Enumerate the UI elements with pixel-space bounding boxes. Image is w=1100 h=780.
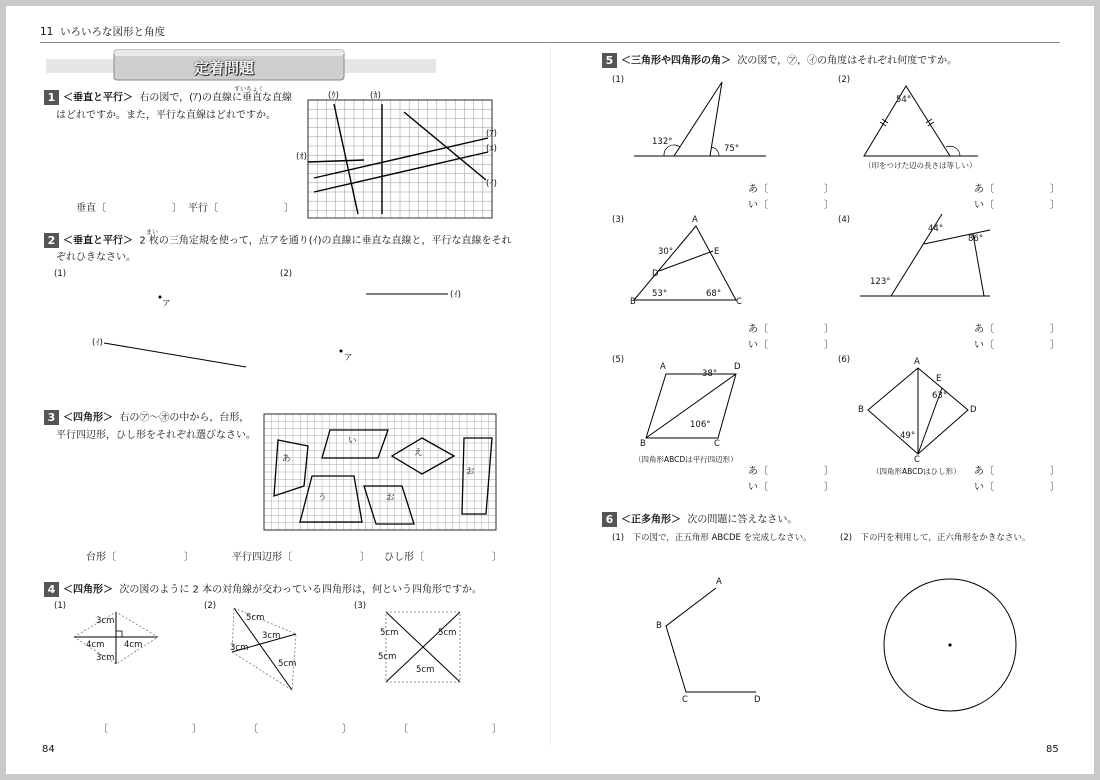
q3-text2: 平行四辺形，ひし形をそれぞれ選びなさい。 [56,430,256,441]
q5-f3-30: 30° [658,247,674,257]
q5-f6-note: （四角形ABCDはひし形） [872,467,961,476]
banner-title: 定着問題 [194,59,255,77]
q5-text1: 次の図で，㋐，㋑の角度はそれぞれ何度ですか。 [737,55,958,67]
q5-answer-marker: あ [748,184,758,195]
q2-heading: ＜垂直と平行＞ [63,235,133,247]
q5-answer-marker: あ [974,466,984,477]
q4-answer-1-close: 〕 [192,724,202,735]
q4-f3-label-2: 5cm [438,628,457,638]
q5-answer-close: 〕 [824,200,834,211]
q5-f5-B: B [640,439,646,449]
q5-sub2: (2) [838,75,851,85]
q4-answer-2-open: 〔 [248,724,258,735]
q1-label-i: (ｲ) [486,179,497,189]
q3-answer-para-close: 〕 [360,552,370,563]
q6-point-B: B [656,621,662,631]
q5-f5-D: D [734,362,741,372]
q2-sub1: (1) [54,269,67,279]
q5-answer-marker: い [748,200,758,211]
q5-answer-close: 〕 [1050,482,1060,493]
q5-sub5: (5) [612,355,625,365]
q3-shape-a: あ [282,454,291,464]
q3-shape-i: い [348,436,357,446]
q5-f6-D: D [970,405,977,415]
q5-f1-angle-1: 132° [652,137,673,147]
q4-sub1: (1) [54,601,67,611]
q5-answer-open: 〔 [758,324,768,335]
q4-answer-3-close: 〕 [492,724,502,735]
q5-answer-open: 〔 [984,200,994,211]
q5-f6-B: B [858,405,864,415]
q2-line-label-1: (ｲ) [92,338,103,348]
q1-text2: はどれですか。また，平行な直線はどれですか。 [56,110,276,121]
q5-answer-marker: あ [748,324,758,335]
q3-shape-e: え [414,448,423,458]
q3-heading: ＜四角形＞ [63,412,113,424]
q1-answer-para-label: 平行〔 [188,203,218,214]
q1-number: 1 [44,90,59,105]
q5-f3-53: 53° [652,289,668,299]
q5-f6-E: E [936,374,942,384]
q1-label-e: (ｴ) [486,144,497,154]
q6-point-C: C [682,695,688,705]
q1-text1: 右の図で，(ｱ)の直線に垂直な直線 [139,92,292,104]
page-number-right: 85 [1046,744,1059,755]
q2-line-label-2: (ｲ) [450,290,461,300]
q2-sub2: (2) [280,269,293,279]
q1-answer-perp-label: 垂直〔 [76,203,106,214]
q5-answer-close: 〕 [824,324,834,335]
q5-f6-A: A [914,357,920,367]
q3-shape-o: お [386,493,395,503]
q5-f3-A: A [692,215,698,225]
q5-answer-close: 〕 [1050,200,1060,211]
q1-label-u: (ｳ) [328,91,339,101]
q5-heading: ＜三角形や四角形の角＞ [621,55,731,67]
q5-f5-note: （四角形ABCDは平行四辺形） [634,455,738,464]
q5-f5-38: 38° [702,369,718,379]
q5-f3-B: B [630,297,636,307]
q2-ruby: まい [146,229,159,236]
chapter-title: いろいろな図形と角度 [60,26,166,38]
q5-answer-marker: い [974,340,984,351]
q5-answer-marker: い [974,482,984,493]
q4-f3-label-1: 5cm [380,628,399,638]
q5-f3-E: E [714,247,720,257]
q5-answer-open: 〔 [984,184,994,195]
q5-answer-open: 〔 [984,482,994,493]
q5-f4-44: 44° [928,224,944,234]
q2-number: 2 [44,233,59,248]
q5-f4-86: 86° [968,234,984,244]
q4-answer-2-close: 〕 [342,724,352,735]
textbook-spread [6,6,1094,774]
q5-f5-A: A [660,362,666,372]
q4-answer-3-open: 〔 [398,724,408,735]
q5-answer-marker: あ [974,184,984,195]
q5-answer-close: 〕 [1050,324,1060,335]
q5-answer-marker: い [748,340,758,351]
q2-point-label-1: ア [162,299,171,309]
q4-f1-label-2: 4cm [86,640,105,650]
q5-answer-open: 〔 [758,340,768,351]
q5-f1-angle-2: 75° [724,144,740,154]
q5-answer-close: 〕 [1050,184,1060,195]
q1-heading: ＜垂直と平行＞ [63,92,133,104]
q5-sub3: (3) [612,215,625,225]
q5-sub4: (4) [838,215,851,225]
q2-text1: 2 枚の三角定規を使って，点アを通り(ｲ)の直線に垂直な直線と，平行な直線をそれ [139,235,512,247]
q4-heading: ＜四角形＞ [63,584,113,596]
q2-point-label-2: ア [344,353,353,363]
q5-answer-close: 〕 [824,466,834,477]
q1-answer-para-close: 〕 [284,203,294,214]
q5-answer-open: 〔 [758,184,768,195]
q2-text2: ぞれひきなさい。 [56,252,136,263]
q3-shape-u: う [318,493,327,503]
q5-answer-open: 〔 [984,340,994,351]
q5-answer-open: 〔 [758,482,768,493]
q5-answer-close: 〕 [1050,340,1060,351]
q4-sub3: (3) [354,601,367,611]
page-number-left: 84 [42,744,55,755]
q4-f3-label-3: 5cm [378,652,397,662]
q5-f6-C: C [914,455,920,465]
q5-f2-angle-1: 54° [896,95,912,105]
q5-f4-123: 123° [870,277,891,287]
q5-answer-open: 〔 [984,466,994,477]
q4-sub2: (2) [204,601,217,611]
q3-answer-para-label: 平行四辺形〔 [232,552,292,563]
q4-f2-label-4: 5cm [278,659,297,669]
q5-answer-open: 〔 [984,324,994,335]
q6-point-D: D [754,695,761,705]
q5-f3-68: 68° [706,289,722,299]
q3-answer-rhombus-close: 〕 [492,552,502,563]
chapter-number: 11 [40,26,54,38]
q5-f2-note: （印をつけた辺の長さは等しい） [864,161,977,170]
q6-sub1: (1) 下の図で，正五角形 ABCDE を完成しなさい。 [612,533,812,543]
q4-number: 4 [44,582,59,597]
q6-sub2: (2) 下の円を利用して，正六角形をかきなさい。 [840,533,1031,543]
q4-f1-label-1: 3cm [96,616,115,626]
q5-f3-C: C [736,297,742,307]
q1-ruby: すいちょく [234,86,265,93]
q5-answer-close: 〕 [824,340,834,351]
q3-text1: 右の㋐～㋔の中から，台形， [119,412,250,424]
q5-f6-49: 49° [900,431,916,441]
q5-answer-open: 〔 [758,200,768,211]
q5-answer-close: 〕 [824,482,834,493]
q5-answer-marker: い [974,200,984,211]
q5-number: 5 [602,53,617,68]
q5-answer-close: 〕 [1050,466,1060,477]
q4-f2-label-2: 3cm [262,631,281,641]
q4-f3-label-4: 5cm [416,665,435,675]
q5-answer-close: 〕 [824,184,834,195]
q6-heading: ＜正多角形＞ [621,514,681,526]
q3-answer-trap-close: 〕 [184,552,194,563]
q1-label-a: (ｱ) [486,129,497,139]
q1-label-ka: (ｶ) [370,91,381,101]
q1-label-o: (ｵ) [296,152,307,162]
q4-f1-label-3: 4cm [124,640,143,650]
q1-answer-perp-close: 〕 [172,203,182,214]
q4-f2-label-3: 3cm [230,643,249,653]
q5-f5-C: C [714,439,720,449]
q5-f6-63: 63° [932,391,948,401]
q3-answer-rhombus-label: ひし形〔 [384,552,424,563]
q3-answer-trap-label: 台形〔 [86,552,116,563]
q5-answer-open: 〔 [758,466,768,477]
q6-point-A: A [716,577,722,587]
q4-f2-label-1: 5cm [246,613,265,623]
q5-answer-marker: い [748,482,758,493]
q6-figures [6,6,1094,774]
q4-text1: 次の図のように 2 本の対角線が交わっている四角形は，何という四角形ですか。 [119,584,482,596]
q3-shape-o2: お [466,467,475,477]
q5-f5-106: 106° [690,420,711,430]
q5-answer-marker: あ [974,324,984,335]
q4-f1-label-4: 3cm [96,653,115,663]
q4-answer-1-open: 〔 [98,724,108,735]
q5-sub6: (6) [838,355,851,365]
q3-number: 3 [44,410,59,425]
q6-number: 6 [602,512,617,527]
q6-text1: 次の問題に答えなさい。 [687,514,798,526]
q5-sub1: (1) [612,75,625,85]
q5-answer-marker: あ [748,466,758,477]
q5-f3-D: D [652,269,659,279]
